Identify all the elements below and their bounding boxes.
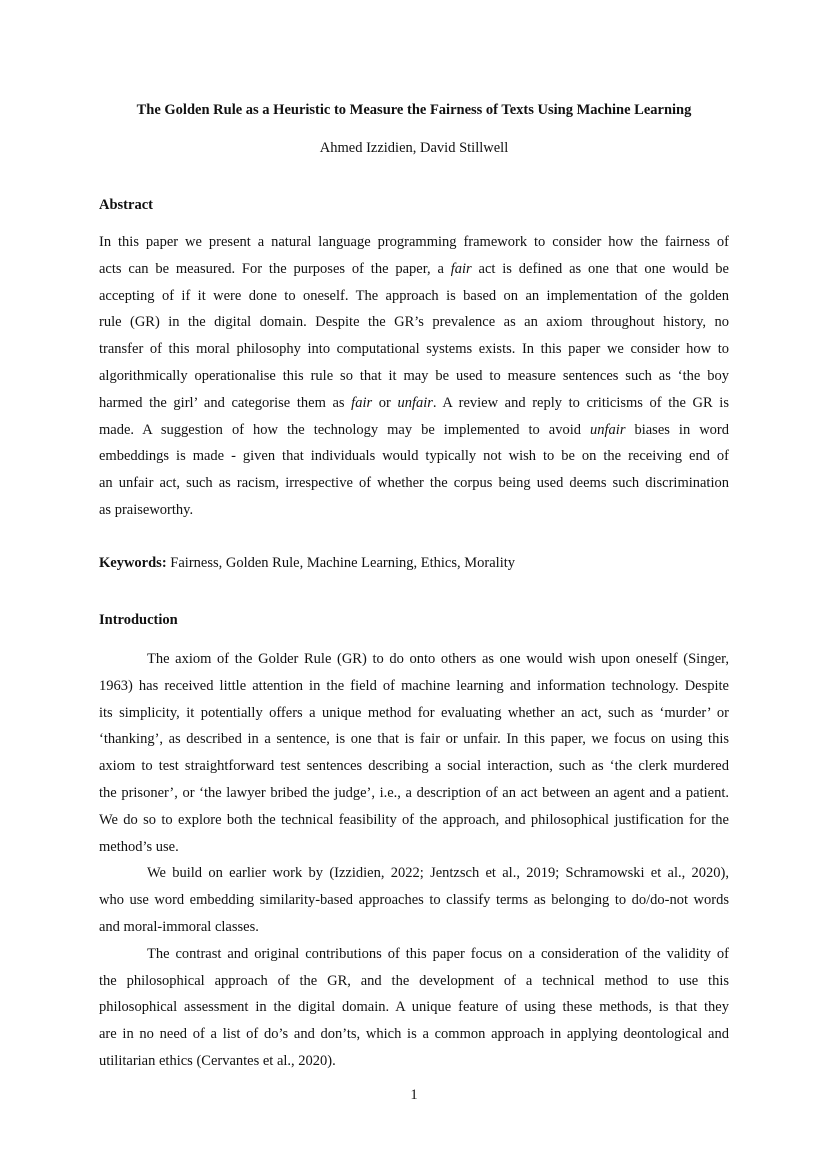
abstract-heading: Abstract (99, 197, 153, 213)
introduction-line: axiom to test straightforward test sentences describing a social interaction, such as ‘the clerk murdered (99, 758, 729, 775)
abstract-line: made. A suggestion of how the technology may be implemented to avoid unfair biases in word (99, 421, 729, 438)
abstract-line: accepting of if it were done to oneself. The approach is based on an implementation of the golden (99, 287, 729, 304)
introduction-line: We do so to explore both the technical feasibility of the approach, and philosophical justification for the (99, 811, 729, 828)
paper-page (99, 0, 729, 1171)
abstract-line: In this paper we present a natural language programming framework to consider how the fairness of (99, 234, 729, 250)
abstract-line: as praiseworthy. (99, 501, 194, 518)
abstract-line: embeddings is made - given that individuals would typically not wish to be on the receiving end of (99, 448, 729, 465)
introduction-line: method’s use. (99, 838, 179, 855)
introduction-line: its simplicity, it potentially offers a unique method for evaluating whether an act, such as ‘murder’ or (99, 704, 729, 721)
abstract-line: transfer of this moral philosophy into computational systems exists. In this paper we consider how to (99, 341, 729, 358)
italic-term: unfair (590, 421, 626, 438)
introduction-line: ‘thanking’, as described in a sentence, is one that is fair or unfair. In this paper, we focus on using this (99, 731, 729, 748)
introduction-line: who use word embedding similarity-based approaches to classify terms as belonging to do/do-not words (99, 892, 729, 909)
abstract-line: acts can be measured. For the purposes of the paper, a fair act is defined as one that one would be (99, 260, 729, 277)
italic-term: unfair (397, 394, 433, 411)
introduction-line: the philosophical approach of the GR, and the development of a technical method to use this (99, 972, 729, 989)
keywords-line (99, 553, 515, 573)
keywords-text: Fairness, Golden Rule, Machine Learning, Ethics, Morality (166, 555, 515, 571)
abstract-text (99, 229, 729, 524)
italic-term: fair (450, 260, 472, 277)
introduction-line: the prisoner’, or ‘the lawyer bribed the judge’, i.e., a description of an act between an agent and a patient. (99, 784, 729, 801)
introduction-line: The contrast and original contributions of this paper focus on a consideration of the validity of (147, 945, 729, 962)
abstract-line: algorithmically operationalise this rule so that it may be used to measure sentences such as ‘the boy (99, 367, 729, 384)
introduction-line: The axiom of the Golder Rule (GR) to do onto others as one would wish upon oneself (Singer, (147, 651, 729, 667)
abstract-line: an unfair act, such as racism, irrespective of whether the corpus being used deems such discrimination (99, 475, 729, 492)
abstract-line: rule (GR) in the digital domain. Despite the GR’s prevalence as an axiom throughout history, no (99, 314, 729, 331)
paper-authors: Ahmed Izzidien, David Stillwell (319, 140, 509, 156)
introduction-heading: Introduction (99, 612, 178, 628)
introduction-line: We build on earlier work by (Izzidien, 2022; Jentzsch et al., 2019; Schramowski et al., 2020), (147, 865, 729, 882)
paper-title: The Golden Rule as a Heuristic to Measure the Fairness of Texts Using Machine Learning (136, 102, 692, 118)
page-number: 1 (410, 1087, 418, 1103)
introduction-line: and moral-immoral classes. (99, 918, 259, 935)
introduction-text (99, 646, 729, 1075)
introduction-line: are in no need of a list of do’s and don’ts, which is a common approach in applying deontological and (99, 1026, 729, 1043)
introduction-line: utilitarian ethics (Cervantes et al., 2020). (99, 1052, 336, 1069)
introduction-line: philosophical assessment in the digital domain. A unique feature of using these methods, is that they (99, 999, 729, 1016)
keywords-label: Keywords: (99, 555, 167, 571)
italic-term: fair (351, 394, 373, 411)
abstract-line: harmed the girl’ and categorise them as fair or unfair. A review and reply to criticisms of the GR is (99, 394, 729, 411)
introduction-line: 1963) has received little attention in the field of machine learning and information technology. Despite (99, 677, 729, 694)
